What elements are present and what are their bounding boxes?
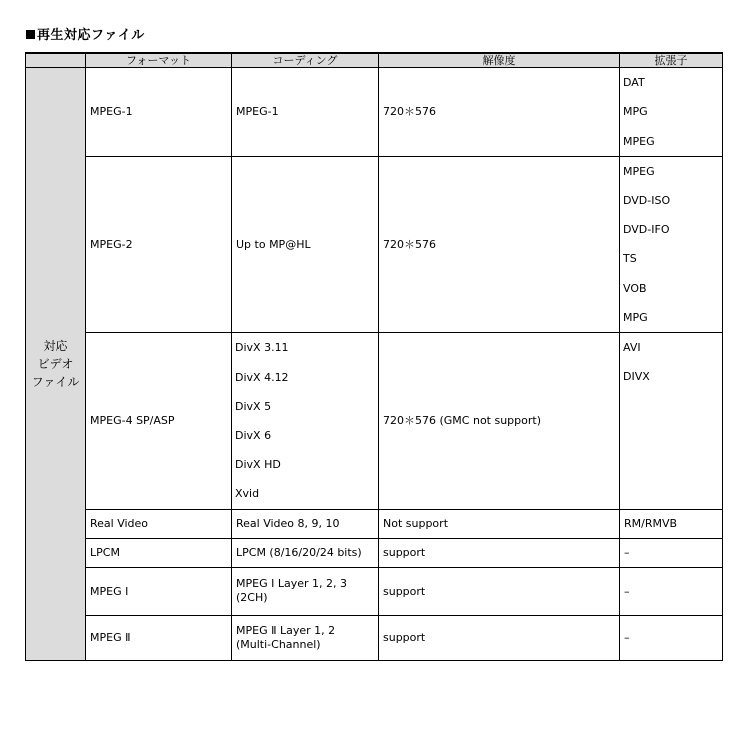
coding-item: DivX 3.11 <box>235 341 289 355</box>
coding-cell <box>232 567 379 615</box>
coding-item: DivX HD <box>235 458 281 472</box>
format-cell: Real Video <box>86 509 232 538</box>
format-cell: MPEG-4 SP/ASP <box>86 332 232 509</box>
coding-item: MPEG Ⅱ Layer 1, 2 <box>236 623 336 637</box>
resolution-cell: 720＊576 <box>379 68 620 157</box>
table-row <box>26 615 723 660</box>
header-coding: コーディング <box>232 53 379 68</box>
extension-item: DVD-ISO <box>623 193 671 207</box>
square-bullet-icon <box>26 30 35 39</box>
extension-cell: – <box>620 538 723 567</box>
format-cell: MPEG Ⅰ <box>86 567 232 615</box>
table-row <box>26 509 723 538</box>
extension-item: VOB <box>623 281 647 295</box>
format-cell: MPEG Ⅱ <box>86 615 232 660</box>
format-cell: MPEG-1 <box>86 68 232 157</box>
coding-cell: MPEG-1 <box>232 68 379 157</box>
extension-item: MPG <box>623 105 648 119</box>
coding-item: (2CH) <box>236 591 268 605</box>
group-label-line: ビデオ <box>37 357 74 372</box>
group-label-line: ファイル <box>31 375 80 390</box>
coding-cell <box>232 615 379 660</box>
extension-item: MPEG <box>623 164 655 178</box>
supported-files-table <box>25 52 723 661</box>
table-row <box>26 332 723 509</box>
coding-item: (Multi-Channel) <box>236 637 321 651</box>
resolution-cell: support <box>379 538 620 567</box>
table-row <box>26 68 723 157</box>
coding-item: DivX 4.12 <box>235 370 289 384</box>
coding-cell: LPCM (8/16/20/24 bits) <box>232 538 379 567</box>
header-extension: 拡張子 <box>620 53 723 68</box>
extension-cell <box>620 68 723 157</box>
format-cell: LPCM <box>86 538 232 567</box>
table-row <box>26 538 723 567</box>
section-title <box>26 24 145 43</box>
coding-cell <box>232 332 379 509</box>
resolution-cell: 720＊576 <box>379 156 620 332</box>
extension-cell: RM/RMVB <box>620 509 723 538</box>
coding-item: Xvid <box>235 487 260 501</box>
coding-item: DivX 5 <box>235 399 272 413</box>
extension-item: TS <box>623 252 637 266</box>
section-title-text: 再生対応ファイル <box>37 28 145 43</box>
resolution-cell: 720＊576 (GMC not support) <box>379 332 620 509</box>
extension-cell: – <box>620 567 723 615</box>
extension-item: DIVX <box>623 370 650 384</box>
extension-cell: – <box>620 615 723 660</box>
header-corner <box>26 53 86 68</box>
coding-cell: Real Video 8, 9, 10 <box>232 509 379 538</box>
extension-cell <box>620 156 723 332</box>
coding-item: MPEG Ⅰ Layer 1, 2, 3 <box>236 577 347 591</box>
extension-item: AVI <box>623 340 641 354</box>
extension-item: MPG <box>623 310 648 324</box>
resolution-cell: Not support <box>379 509 620 538</box>
extension-item: DVD-IFO <box>623 223 670 237</box>
table-row <box>26 156 723 332</box>
coding-item: DivX 6 <box>235 428 272 442</box>
resolution-cell: support <box>379 615 620 660</box>
header-row <box>26 53 723 68</box>
table-row <box>26 567 723 615</box>
format-cell: MPEG-2 <box>86 156 232 332</box>
extension-item: DAT <box>623 76 645 90</box>
group-label-cell <box>26 68 86 661</box>
resolution-cell: support <box>379 567 620 615</box>
extension-item: MPEG <box>623 134 655 148</box>
header-format: フォーマット <box>86 53 232 68</box>
header-resolution: 解像度 <box>379 53 620 68</box>
group-label-line: 対応 <box>43 339 68 354</box>
extension-cell <box>620 332 723 509</box>
coding-cell: Up to MP@HL <box>232 156 379 332</box>
